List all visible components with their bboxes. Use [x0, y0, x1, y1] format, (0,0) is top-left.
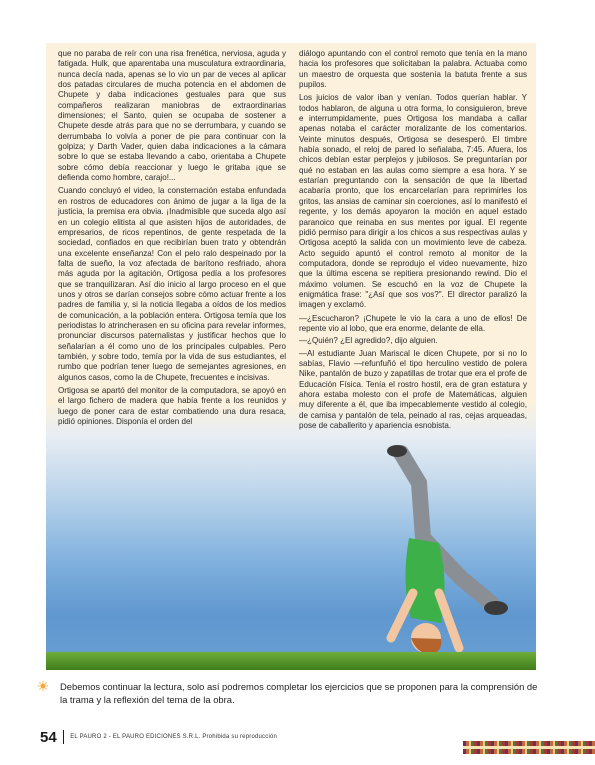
page-footer [40, 729, 277, 745]
left-text-column [58, 49, 286, 430]
paragraph: diálogo apuntando con el control remoto que tenía en la mano hacia los profesores que solicitaban la palabra. Actuaba como un maestro de orquesta que sostenía la batuta frente a sus pupilos. [299, 49, 527, 90]
footer-divider [63, 730, 65, 744]
dialogue-line: —Al estudiante Juan Mariscal le dicen Chupete, por si no lo sabías, Flavio —refunfuñó el tipo herculino vestido de polera Nike, pantalón de buzo y zapatillas de trotar que era el profe de Educación Física. Tenía el rostro hostil, era de gran estatura y ahora estaba molesto con el profe de Matemáticas, alguien muy diferente a él, que iba impecablemente vestido al colegio, de camisa y pantalón de tela, peinado al ras, cejas arqueadas, pose de caballerito y apariencia esnobista. [299, 348, 527, 431]
paragraph: Cuando concluyó el video, la consternación estaba enfundada en rostros de educadores con ánimo de jugar a la liga de la justicia, la premisa era obvia. ¡Inadmisible que suceda algo así en un colegio elitista al que asisten hijos de autoridades, de empresarios, de ricos repentinos, de gente respetada de la sociedad, confiados en que recibirían buen trato y obtendrán una excelente enseñanza! Con el pelo ralo despeinado por la falta de sueño, la voz afectada de barítono resfriado, ahora más aguda por la agitación, Ortigosa pedía a los profesores que se tranquilizaran. Así dio inicio al largo proceso en el que unos y otros se darían consejos sobre cómo actuar frente a los padres de familia y, si la noticia llegaba a oídos de los medios de comunicación, a la población entera. Ortigosa temía que los periodistas lo atrincherasen en su oficina para revelar informes, pronunciar discursos paternalistas y justificar hechos que lo señalarían a él como uno de los principales culpables. Pero también, y sobre todo, temía por la vida de sus estudiantes, el rumbo que podrían tener luego de semejantes agresiones, en algunos casos, como la de Chupete, frecuentes e incisivas. [58, 186, 286, 382]
grass-strip [46, 652, 536, 670]
note-text: Debemos continuar la lectura, solo así podremos completar los ejercicios que se proponen para la comprensión de la trama y la reflexión del tema de la obra. [60, 681, 538, 705]
reading-note [46, 680, 541, 706]
woven-pattern-strip [463, 741, 595, 754]
paragraph: Los juicios de valor iban y venían. Todos querían hablar. Y todos hablaron, de alguna u otra forma, lo consiguieron, breve e interrumpidamente, pues Ortigosa los mandaba a callar apenas notaba el carácter moralizante de los comentarios. Veinte minutos después, Ortigosa se desesperó. El timbre había sonado, el reloj de pared lo señalaba, 7:45. Afuera, los chicos debían estar perplejos y jubilosos. Se preguntarían por qué no estaban en las aulas como siempre a esa hora. Y se estarían preguntando con la sensación de que la libertad acabaría pronto, que los encarcelarían para reprimirles los gritos, las ansias de caminar sin coerciones, así lo manifestó el regente, y los demás apoyaron la moción en aquel estado paranoico que reinaba en sus mentes por igual. El regente pidió permiso para dirigir a los chicos a sus respectivas aulas y Ortigosa aceptó la salida con un movimiento leve de cabeza. Acto seguido apuntó el control remoto al monitor de la computadora, donde se reprodujo el video nuevamente, hizo que la última escena se repitiera presionando rewind. Dio el máximo volumen. Se escuchó en la voz de Chupete la enigmática frase: "¿Así que sos vos?". El director paralizó la imagen y exclamó. [299, 93, 527, 310]
right-text-column [299, 49, 527, 433]
dialogue-line: —¿Escucharon? ¡Chupete le vio la cara a uno de ellos! De repente vio al lobo, que era enorme, delante de ella. [299, 313, 527, 333]
page-number: 54 [40, 728, 57, 746]
dialogue-line: —¿Quién? ¿El agredido?, dijo alguien. [299, 336, 438, 346]
paragraph: Ortigosa se apartó del monitor de la computadora, se apoyó en el largo fichero de madera que había frente a los reunidos y luego de poner cara de estar combatiendo una dura resaca, pidió opiniones. Disponía el orden del [58, 386, 286, 427]
cartwheel-child-illustration [331, 443, 531, 670]
footer-credit: EL PAURO 2 - EL PAURO EDICIONES S.R.L. Prohibida su reproducción [70, 734, 278, 740]
sun-bullet-icon [38, 681, 48, 691]
paragraph: que no paraba de reír con una risa frenética, nerviosa, aguda y fatigada. Hulk, que aparentaba una musculatura extraordinaria, nunca decía nada, apenas se lo vio un par de veces al aplicar dos patadas circulares de mucha potencia en el abdomen de Chupete y daba indicaciones gestuales para que sus compañeros realizaran maniobras de extraordinarias dimensiones; el Santo, quien se ocupaba de sostener a Chupete desde atrás para que no se derrumbara, y cuando se derrumbaba lo volvía a poner de pie para continuar con la golpiza; y Darth Vader, quien daba indicaciones a la cámara sobre lo que se estaba llevando a cabo, orientaba a Chupete sobre cómo debía reaccionar y luego le gritaba ¡que se defienda como hombre, carajo!... [58, 49, 286, 183]
